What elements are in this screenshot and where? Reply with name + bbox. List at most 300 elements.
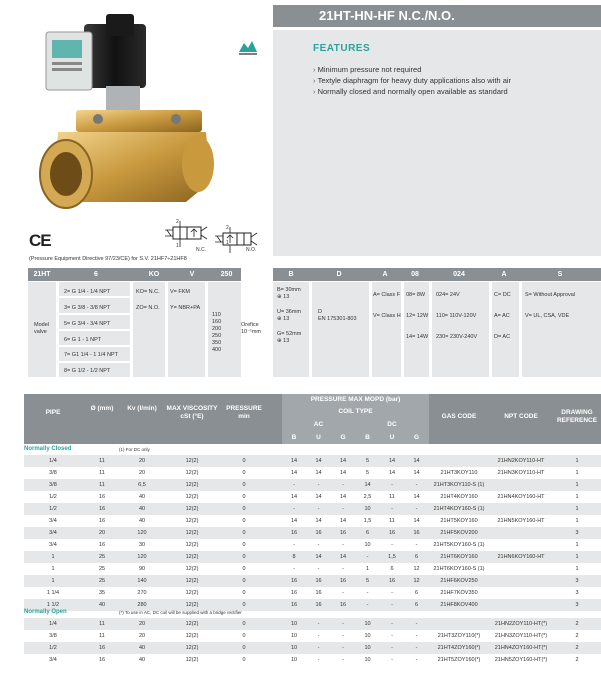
cell-dc-g: -	[415, 621, 418, 627]
cell-ac-g: 16	[339, 602, 347, 608]
cell-dc-b: 10	[364, 542, 371, 548]
cell-dc-u: 16	[388, 530, 396, 536]
cell-viscosity: 12(2)	[185, 657, 199, 663]
cell-dc-b: 1	[365, 566, 370, 572]
cell-kv: 40	[138, 645, 146, 651]
cell-ac-b: 10	[290, 645, 298, 651]
cell-kv: 20	[138, 458, 146, 464]
col-mopd: PRESSURE MAX MOPD (bar)	[310, 396, 401, 403]
cell-pipe: 1/2	[49, 506, 57, 512]
cell-ac-g: -	[342, 506, 344, 512]
cell-npt-code	[489, 503, 553, 515]
cell-npt-code: 21HN2ZOY110-HT(*)	[494, 621, 548, 627]
cell-diameter: 40	[98, 602, 106, 608]
col-ac: AC	[313, 421, 324, 428]
features-heading: FEATURES	[313, 43, 371, 54]
cell-ac-u: 14	[315, 518, 322, 524]
table-row	[24, 539, 601, 551]
pipe-option: 8= G 1/2 - 1/2 NPT	[64, 368, 111, 374]
cell-pressure-min: 0	[242, 458, 246, 464]
cell-dc-u: 14	[388, 470, 396, 476]
cell-kv: 40	[138, 657, 146, 663]
cell-dc-u: -	[391, 657, 393, 663]
cell-ac-u: 14	[315, 554, 322, 560]
cell-dc-b: -	[366, 554, 369, 560]
coil-size-option: U= 36mm ⊕ 13	[277, 309, 301, 322]
cell-viscosity: 12(2)	[185, 578, 199, 584]
cell-dc-b: 10	[364, 506, 371, 512]
col-dc-g: G	[413, 434, 420, 441]
cell-ac-g: 16	[339, 530, 347, 536]
cell-ac-g: -	[342, 633, 344, 639]
code-col-connector: D	[336, 271, 342, 278]
table-row	[24, 618, 601, 630]
cell-dc-g: -	[415, 657, 418, 663]
code-col-class: A	[382, 271, 388, 278]
cell-viscosity: 12(2)	[185, 566, 199, 572]
cell-drawing-ref: 2	[575, 645, 579, 651]
power-option: 14= 14W	[406, 334, 429, 340]
cell-diameter: 11	[99, 633, 105, 639]
cell-dc-g: -	[415, 506, 418, 512]
col-pressure-min: PRESSURE min	[226, 405, 262, 420]
table-row	[24, 587, 601, 599]
cell-npt-code	[489, 539, 553, 551]
cell-ac-b: 10	[290, 621, 298, 627]
cell-ac-u: -	[317, 506, 320, 512]
cell-ac-g: -	[342, 482, 344, 488]
col-npt-code: NPT CODE	[504, 413, 538, 420]
cell-drawing-ref: 1	[575, 494, 579, 500]
cell-pressure-min: 0	[242, 578, 246, 584]
seal-option: Y= NBR+PA	[170, 305, 201, 311]
port-2-label: 2	[226, 225, 229, 231]
cell-pipe: 3/4	[49, 518, 57, 524]
cell-gas-code: 21HT3KOY110-S (1)	[433, 482, 485, 488]
table-row	[24, 551, 601, 563]
code-col-orifice: 250	[220, 271, 233, 278]
cell-ac-b: 14	[290, 494, 298, 500]
cell-dc-b: 6	[365, 530, 370, 536]
coil-size-option: G= 52mm ⊕ 13	[277, 331, 302, 344]
cell-gas-code: 21HF7KOV350	[440, 590, 478, 596]
cell-npt-code	[489, 527, 553, 539]
cell-pressure-min: 0	[242, 542, 246, 548]
voltage-option: 230= 230V-240V	[436, 334, 478, 340]
code-col-power: 08	[411, 271, 419, 278]
cell-drawing-ref: 3	[575, 578, 579, 584]
cell-kv: 20	[138, 633, 146, 639]
no-label: N.O.	[246, 247, 257, 253]
cell-drawing-ref: 2	[575, 657, 579, 663]
cell-drawing-ref: 1	[575, 554, 579, 560]
cell-dc-b: 10	[364, 657, 371, 663]
cell-dc-u: -	[391, 645, 393, 651]
table-row	[24, 515, 601, 527]
cell-pressure-min: 0	[242, 470, 246, 476]
cell-dc-g: 6	[414, 590, 419, 596]
col-diameter: Ø (mm)	[90, 405, 114, 412]
cell-viscosity: 12(2)	[185, 458, 199, 464]
cell-ac-u: -	[317, 566, 320, 572]
cell-pressure-min: 0	[242, 506, 246, 512]
feature-item: › Normally closed and normally open available as standard	[313, 86, 511, 97]
cell-diameter: 16	[98, 645, 106, 651]
cell-kv: 120	[137, 530, 147, 536]
cell-npt-code: 21HN6KOY160-HT	[497, 554, 545, 560]
cell-pipe: 1 1/2	[46, 602, 60, 608]
cell-ac-u: -	[317, 633, 320, 639]
cell-ac-g: -	[342, 645, 344, 651]
cell-ac-u: -	[317, 621, 320, 627]
cell-dc-g: -	[415, 645, 418, 651]
cell-npt-code: 21HN4KOY160-HT	[497, 494, 545, 500]
port-2-label: 2	[176, 219, 179, 225]
table-row	[24, 455, 601, 467]
cell-dc-g: 16	[413, 530, 420, 536]
cell-viscosity: 12(2)	[185, 542, 199, 548]
current-option: D= AC	[494, 334, 511, 340]
cell-gas-code: 21HT3ZOY110(*)	[437, 633, 481, 639]
cell-ac-b: 10	[290, 657, 298, 663]
cell-dc-g: 12	[413, 566, 420, 572]
ko-option: KO= N.C.	[136, 289, 160, 295]
col-drawing-ref: DRAWING REFERENCE	[556, 409, 598, 424]
cell-dc-b: -	[366, 590, 369, 596]
cell-diameter: 11	[99, 621, 105, 627]
cell-npt-code: 21HN5ZOY160-HT(*)	[494, 657, 548, 663]
cell-diameter: 16	[98, 494, 106, 500]
cell-pipe: 3/4	[49, 657, 57, 663]
cell-drawing-ref: 3	[575, 530, 579, 536]
cell-kv: 90	[138, 566, 146, 572]
power-option: 12= 12W	[406, 313, 429, 319]
nc-valve-symbol-icon	[163, 221, 209, 247]
cell-pipe: 3/8	[49, 633, 57, 639]
cell-npt-code	[489, 599, 553, 611]
cell-dc-u: 1,5	[388, 554, 396, 560]
pipe-option: 7= G1 1/4 - 1 1/4 NPT	[64, 352, 118, 358]
cell-diameter: 11	[99, 470, 105, 476]
cell-gas-code: 21HT5KOY160-S (1)	[433, 542, 485, 548]
cell-npt-code: 21HN4ZOY160-HT(*)	[494, 645, 548, 651]
cell-dc-b: 14	[364, 482, 371, 488]
cell-ac-b: 16	[290, 602, 298, 608]
code-header-right	[273, 268, 601, 281]
cell-gas-code: 21HF6KOV250	[440, 578, 478, 584]
orifice-values: 110 160 200 250 350 400	[212, 312, 222, 353]
cell-dc-u: -	[391, 621, 393, 627]
cell-dc-b: 10	[364, 633, 371, 639]
cell-ac-g: 14	[339, 518, 347, 524]
cell-ac-b: 16	[290, 590, 298, 596]
cell-diameter: 11	[99, 458, 105, 464]
cell-pressure-min: 0	[242, 590, 246, 596]
code-col-series: 21HT	[33, 271, 51, 278]
cell-viscosity: 12(2)	[185, 602, 199, 608]
cell-drawing-ref: 2	[575, 621, 579, 627]
cell-gas-code: 21HT4KOY160	[440, 494, 478, 500]
cell-gas-code	[429, 455, 489, 467]
col-dc: DC	[387, 421, 397, 428]
cell-ac-b: 8	[292, 554, 296, 560]
cell-drawing-ref: 1	[575, 542, 579, 548]
cell-pipe: 3/4	[49, 542, 57, 548]
cell-pressure-min: 0	[242, 602, 246, 608]
cell-drawing-ref: 2	[575, 633, 579, 639]
cell-pressure-min: 0	[242, 530, 246, 536]
cell-npt-code: 21HN2KOY110-HT	[497, 458, 545, 464]
orifice-label: Orefice 10⁻¹mm	[241, 322, 262, 335]
table-row	[24, 491, 601, 503]
cell-dc-u: -	[391, 602, 393, 608]
cell-kv: 120	[137, 554, 147, 560]
cell-dc-b: 5	[365, 470, 370, 476]
cell-gas-code: 21HT4KOY160-S (1)	[433, 506, 485, 512]
cell-ac-b: -	[293, 542, 295, 548]
cell-ac-u: 16	[315, 602, 322, 608]
code-col-special: S	[557, 271, 563, 278]
col-gas-code: GAS CODE	[441, 413, 477, 420]
cell-pressure-min: 0	[242, 494, 246, 500]
cell-drawing-ref: 1	[575, 566, 579, 572]
cell-diameter: 16	[98, 506, 106, 512]
table-row	[24, 503, 601, 515]
cell-ac-g: 14	[339, 554, 347, 560]
cell-dc-g: 12	[413, 578, 420, 584]
col-ac-b: B	[291, 434, 297, 441]
cell-diameter: 16	[98, 518, 106, 524]
cell-gas-code: 21HT5ZOY160(*)	[437, 657, 481, 663]
table-row	[24, 642, 601, 654]
cell-npt-code	[489, 587, 553, 599]
cell-kv: 30	[138, 542, 146, 548]
table-row	[24, 575, 601, 587]
cell-kv: 40	[138, 506, 146, 512]
cell-ac-g: -	[342, 542, 344, 548]
cell-diameter: 25	[98, 554, 106, 560]
cell-ac-g: 14	[339, 458, 347, 464]
table-row	[24, 599, 601, 611]
cell-gas-code: 21HT3KOY110	[440, 470, 478, 476]
cell-dc-b: 5	[365, 578, 370, 584]
cell-dc-b: 1,5	[363, 518, 372, 524]
ko-option: ZO= N.O.	[136, 305, 160, 311]
cell-viscosity: 12(2)	[185, 518, 199, 524]
cell-pressure-min: 0	[242, 566, 246, 572]
note-bridge-rectifier: (*) To use in AC, DC coil will be supplied with a bridge rectifier	[119, 610, 242, 615]
cell-ac-g: -	[342, 566, 344, 572]
cell-diameter: 20	[98, 530, 106, 536]
cell-viscosity: 12(2)	[185, 621, 199, 627]
note-dc-only: (1) For DC only	[119, 447, 150, 452]
cell-viscosity: 12(2)	[185, 590, 199, 596]
col-ac-u: U	[316, 434, 321, 441]
model-valve-label: Model valve	[34, 322, 49, 335]
cell-dc-g: -	[415, 482, 418, 488]
cell-npt-code: 21HN3ZOY110-HT(*)	[494, 633, 548, 639]
cell-ac-u: -	[317, 542, 320, 548]
table-row	[24, 467, 601, 479]
cell-viscosity: 12(2)	[185, 633, 199, 639]
cell-ac-u: 16	[315, 578, 322, 584]
cell-dc-b: 10	[364, 621, 371, 627]
cell-diameter: 11	[99, 482, 105, 488]
cell-ac-u: 14	[315, 458, 322, 464]
cell-dc-g: -	[415, 633, 418, 639]
cell-dc-b: 10	[364, 645, 371, 651]
cell-kv: 40	[138, 494, 146, 500]
table-row	[24, 563, 601, 575]
cell-pipe: 1/4	[49, 458, 57, 464]
port-1-label: 1	[176, 243, 179, 249]
cell-ac-b: 14	[290, 470, 298, 476]
cell-ac-g: -	[342, 621, 344, 627]
cell-viscosity: 12(2)	[185, 645, 199, 651]
cell-ac-g: 14	[339, 494, 347, 500]
cell-ac-g: 16	[339, 578, 347, 584]
cell-ac-u: -	[317, 482, 320, 488]
cell-kv: 20	[138, 470, 146, 476]
cell-pipe: 1	[51, 578, 55, 584]
cell-ac-g: -	[342, 657, 344, 663]
cell-dc-u: 6	[390, 566, 394, 572]
cell-dc-g: 6	[414, 554, 419, 560]
col-kv: Kv (l/min)	[127, 405, 157, 412]
feature-item: › Minimum pressure not required	[313, 64, 511, 75]
voltage-option: 110= 110V-120V	[436, 313, 477, 319]
col-pipe: PIPE	[45, 409, 61, 416]
port-1-label: 1	[226, 240, 229, 246]
cell-gas-code: 21HT5KOY160	[440, 518, 478, 524]
ce-mark: CE	[29, 231, 51, 250]
cell-pressure-min: 0	[242, 621, 246, 627]
coil-size-option: B= 30mm ⊕ 13	[277, 287, 301, 300]
cell-dc-u: 16	[388, 578, 396, 584]
feature-item: › Textyle diaphragm for heavy duty applications also with air	[313, 75, 511, 86]
code-col-seal: V	[189, 271, 195, 278]
cell-dc-b: 2,5	[363, 494, 372, 500]
cell-viscosity: 12(2)	[185, 482, 199, 488]
cell-pressure-min: 0	[242, 657, 246, 663]
spec-table-header	[24, 394, 601, 444]
cell-diameter: 35	[98, 590, 106, 596]
cell-drawing-ref: 3	[575, 590, 579, 596]
cell-dc-g: -	[415, 542, 418, 548]
cell-ac-g: 14	[339, 470, 347, 476]
cell-drawing-ref: 3	[575, 602, 579, 608]
current-option: A= AC	[494, 313, 510, 319]
col-dc-b: B	[365, 434, 370, 441]
cell-pipe: 1/2	[49, 645, 57, 651]
cell-ac-b: 16	[290, 578, 298, 584]
cell-drawing-ref: 1	[575, 482, 579, 488]
valve-product-image	[36, 14, 216, 219]
cell-kv: 20	[138, 621, 146, 627]
cell-dc-b: -	[366, 602, 369, 608]
cell-kv: 280	[137, 602, 147, 608]
cell-ac-b: 14	[290, 518, 298, 524]
cell-kv: 40	[138, 518, 146, 524]
cell-gas-code: 21HT4ZOY160(*)	[437, 645, 481, 651]
cell-pipe: 3/8	[49, 470, 57, 476]
special-option: V= UL, CSA, VDE	[525, 313, 570, 319]
table-row	[24, 654, 601, 666]
cell-pipe: 3/8	[49, 482, 57, 488]
class-option: V= Class H	[373, 313, 401, 319]
cell-viscosity: 12(2)	[185, 506, 199, 512]
cell-drawing-ref: 1	[575, 458, 579, 464]
code-col-current: A	[501, 271, 507, 278]
cell-gas-code	[429, 618, 489, 630]
cell-ac-u: 14	[315, 470, 322, 476]
cell-dc-u: -	[391, 482, 393, 488]
cell-diameter: 16	[98, 657, 106, 663]
cell-kv: 6,5	[138, 482, 146, 488]
code-col-pipe: 6	[94, 271, 98, 278]
code-col-ko: KO	[148, 271, 160, 278]
cell-pipe: 1 1/4	[46, 590, 60, 596]
code-col-voltage: 024	[453, 271, 465, 278]
cell-gas-code: 21HT6KOY160	[440, 554, 478, 560]
power-option: 08= 8W	[406, 292, 426, 298]
cell-dc-g: 14	[413, 494, 420, 500]
cell-npt-code: 21HN3KOY110-HT	[497, 470, 545, 476]
section-normally-closed: Normally Closed	[24, 446, 72, 452]
cell-viscosity: 12(2)	[185, 470, 199, 476]
cell-npt-code	[489, 563, 553, 575]
cell-pipe: 1/2	[49, 494, 57, 500]
cell-dc-u: 14	[388, 458, 396, 464]
application-icon	[236, 37, 260, 57]
cell-ac-g: -	[342, 590, 344, 596]
cell-ac-b: -	[293, 566, 295, 572]
col-dc-u: U	[389, 434, 395, 441]
col-ac-g: G	[340, 434, 346, 441]
cell-ac-u: 16	[315, 590, 322, 596]
cell-diameter: 25	[98, 566, 106, 572]
cell-ac-u: 14	[315, 494, 322, 500]
cell-dc-u: 11	[389, 494, 395, 500]
seal-option: V= FKM	[170, 289, 191, 295]
pipe-option: 3= G 3/8 - 3/8 NPT	[64, 305, 111, 311]
cell-dc-u: -	[391, 506, 393, 512]
cell-pressure-min: 0	[242, 518, 246, 524]
cell-dc-g: 14	[413, 458, 420, 464]
features-list	[313, 64, 511, 97]
cell-pipe: 1/4	[49, 621, 57, 627]
cell-drawing-ref: 1	[575, 518, 579, 524]
class-option: A= Class F	[373, 292, 401, 298]
table-row	[24, 630, 601, 642]
cell-ac-b: -	[293, 506, 295, 512]
cell-dc-u: 11	[389, 518, 395, 524]
cell-npt-code: 21HN5KOY160-HT	[497, 518, 545, 524]
table-row	[24, 527, 601, 539]
cell-pipe: 3/4	[49, 530, 57, 536]
cell-dc-g: 14	[413, 518, 420, 524]
section-normally-open: Normally Open	[24, 609, 67, 615]
cell-pressure-min: 0	[242, 554, 246, 560]
code-header-left	[28, 268, 241, 281]
pipe-option: 6= G 1 - 1 NPT	[64, 337, 102, 343]
cell-kv: 270	[137, 590, 147, 596]
code-col-coil: B	[288, 271, 294, 278]
nc-label: N.C.	[196, 247, 206, 253]
col-coil-type: COIL TYPE	[338, 408, 373, 415]
cell-ac-u: -	[317, 645, 320, 651]
cell-dc-u: -	[391, 542, 393, 548]
